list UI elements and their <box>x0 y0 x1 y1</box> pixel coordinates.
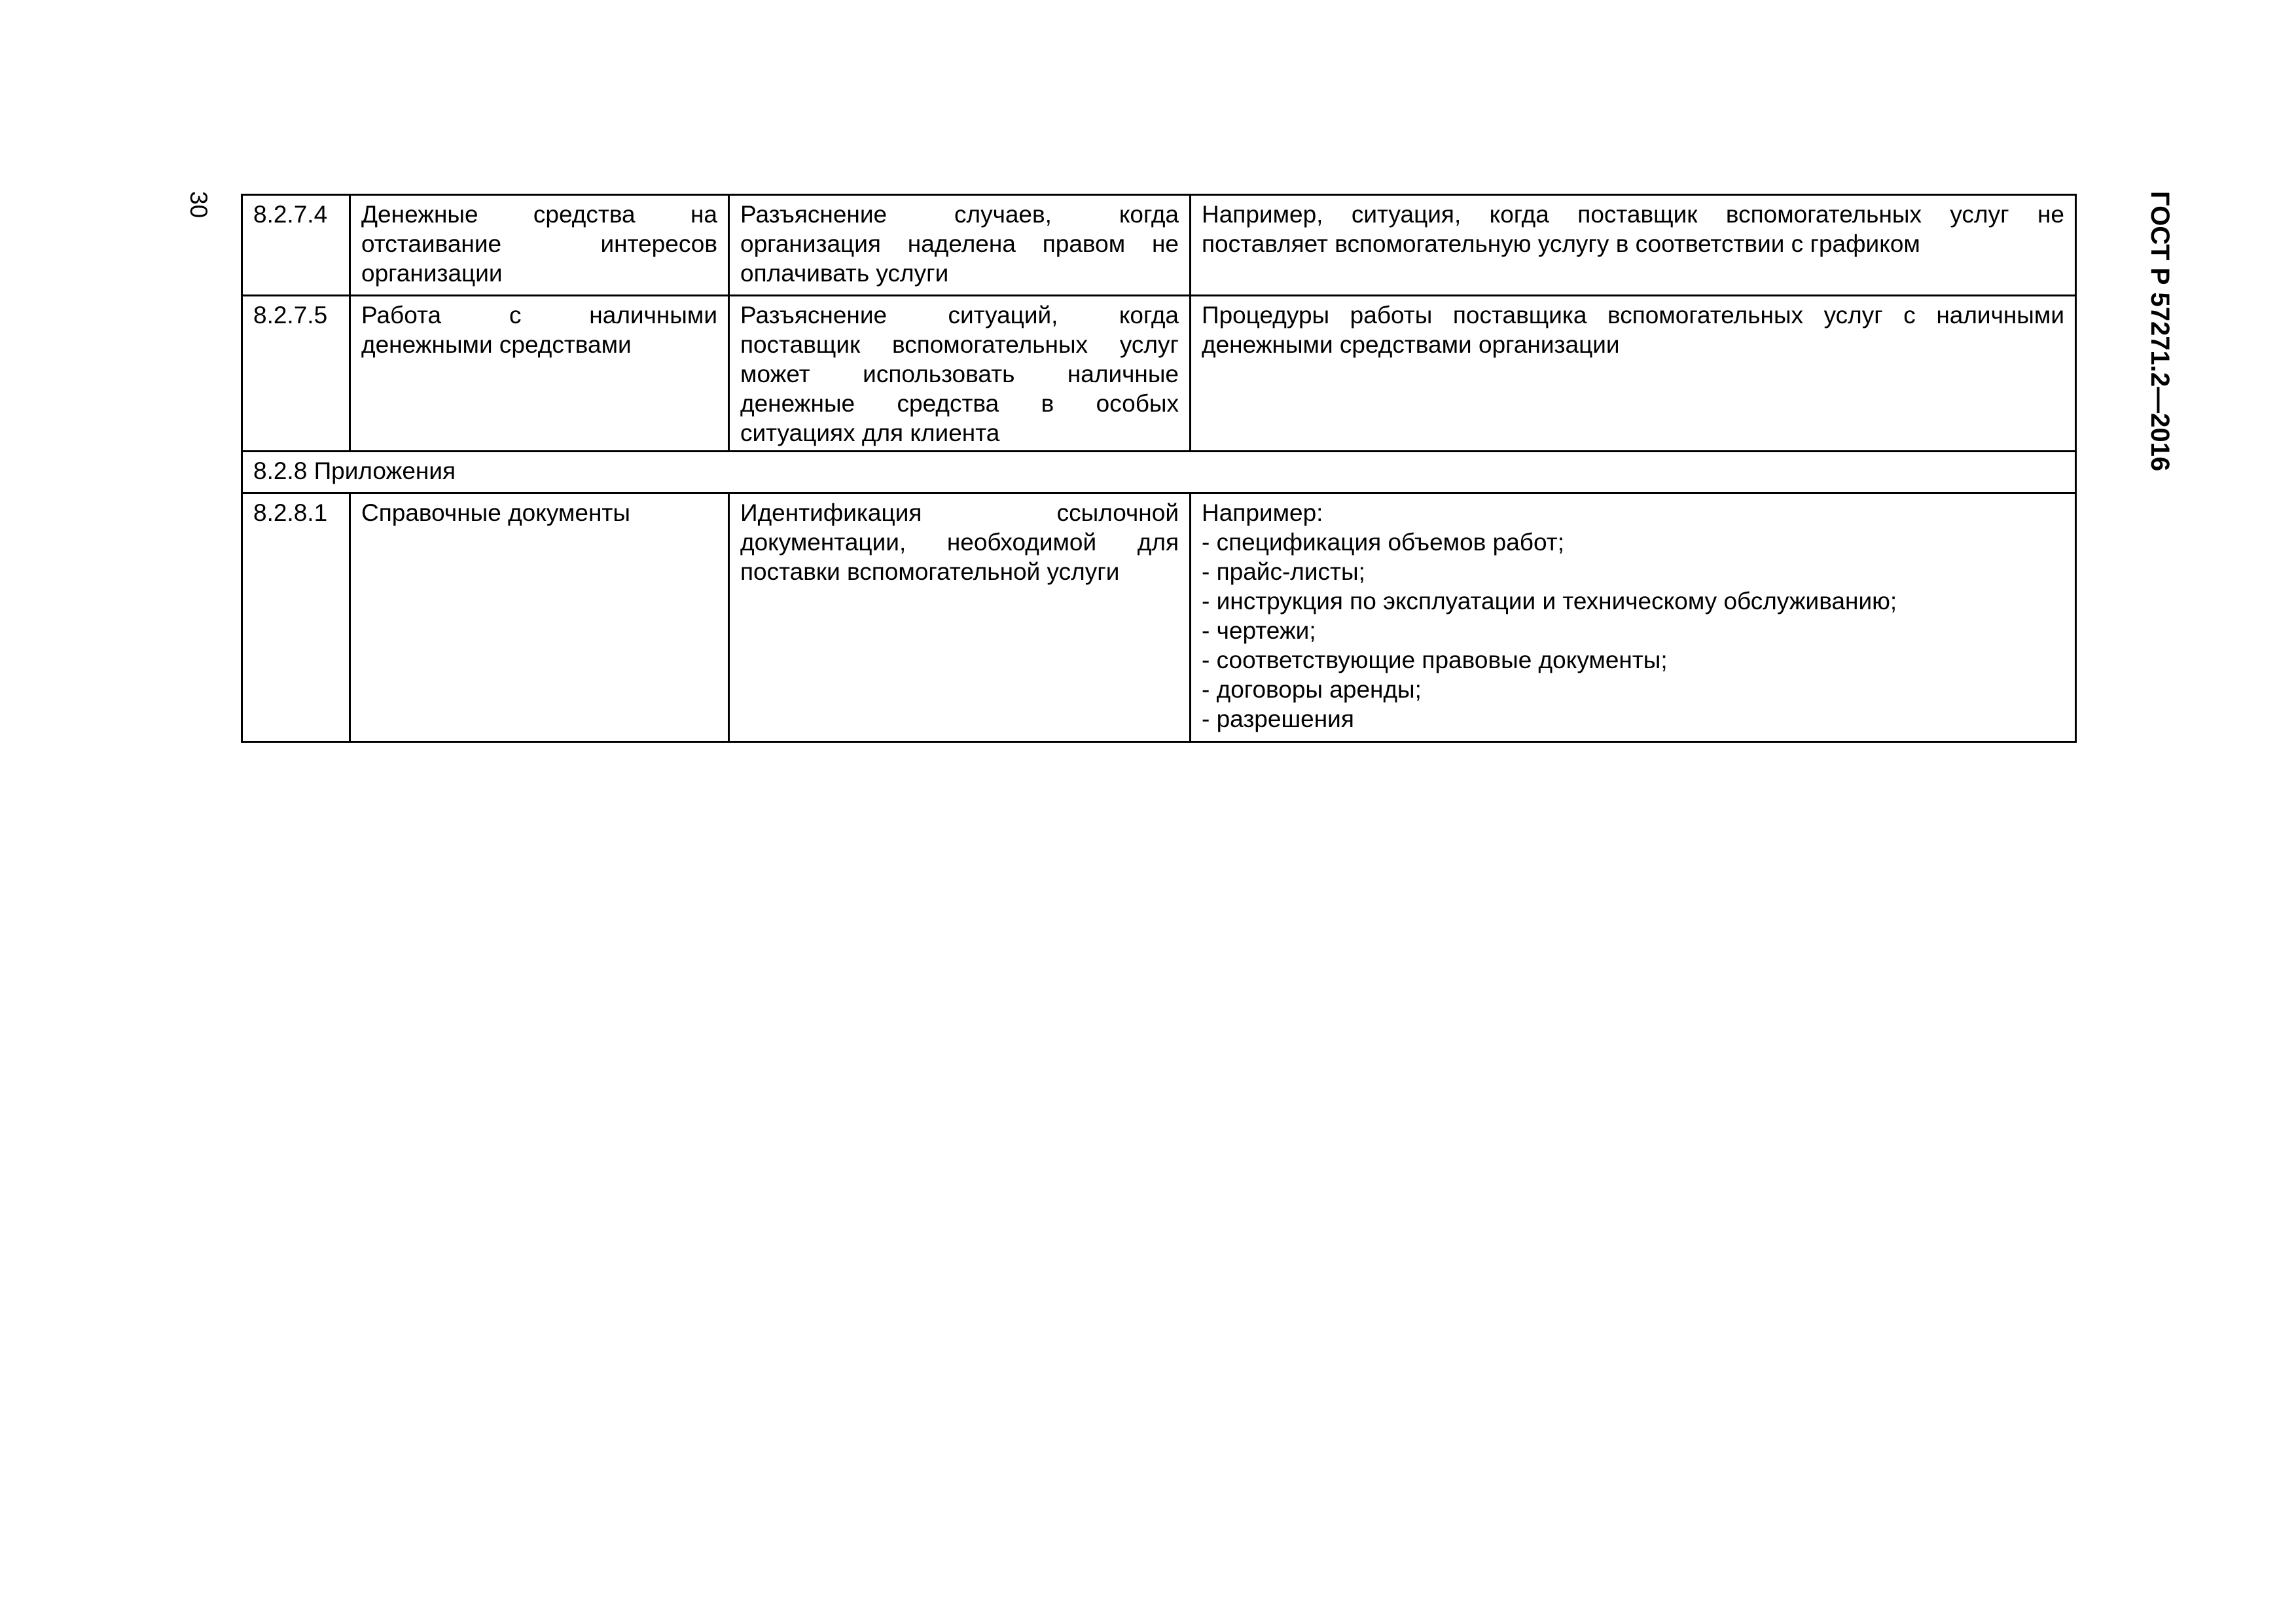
item-name: Работа с наличными денежными средствами <box>350 296 729 452</box>
table-row <box>242 296 2076 452</box>
example-line: Например: <box>1202 499 1323 526</box>
item-example: Процедуры работы поставщика вспомогательных услуг с наличными денежными средствами организации <box>1191 296 2076 452</box>
item-example: Например, ситуация, когда поставщик вспомогательных услуг не поставляет вспомогательную услугу в соответствии с графиком <box>1191 195 2076 296</box>
item-name: Денежные средства на отстаивание интересов организации <box>350 195 729 296</box>
section-title: 8.2.8 Приложения <box>242 452 2076 493</box>
standard-code: ГОСТ Р 57271.2—2016 <box>2145 191 2174 472</box>
section-row <box>242 452 2076 493</box>
item-code: 8.2.8.1 <box>242 493 350 742</box>
example-line: - разрешения <box>1202 705 1354 732</box>
example-line: - прайс-листы; <box>1202 558 1365 585</box>
example-line: - чертежи; <box>1202 617 1316 644</box>
table-row <box>242 195 2076 296</box>
example-line: - инструкция по эксплуатации и техническому обслуживанию; <box>1202 588 1897 615</box>
example-line: - спецификация объемов работ; <box>1202 529 1564 556</box>
page-number: 30 <box>185 191 212 219</box>
item-description: Разъяснение случаев, когда организация наделена правом не оплачивать услуги <box>729 195 1191 296</box>
item-example-list <box>1191 493 2076 742</box>
example-line: - договоры аренды; <box>1202 676 1422 703</box>
table-row <box>242 493 2076 742</box>
example-line: - соответствующие правовые документы; <box>1202 647 1668 673</box>
item-description: Идентификация ссылочной документации, необходимой для поставки вспомогательной услуги <box>729 493 1191 742</box>
item-code: 8.2.7.5 <box>242 296 350 452</box>
item-description: Разъяснение ситуаций, когда поставщик вспомогательных услуг может использовать наличные денежные средства в особых ситуациях для клиента <box>729 296 1191 452</box>
item-code: 8.2.7.4 <box>242 195 350 296</box>
item-name: Справочные документы <box>350 493 729 742</box>
requirements-table <box>241 194 2077 743</box>
